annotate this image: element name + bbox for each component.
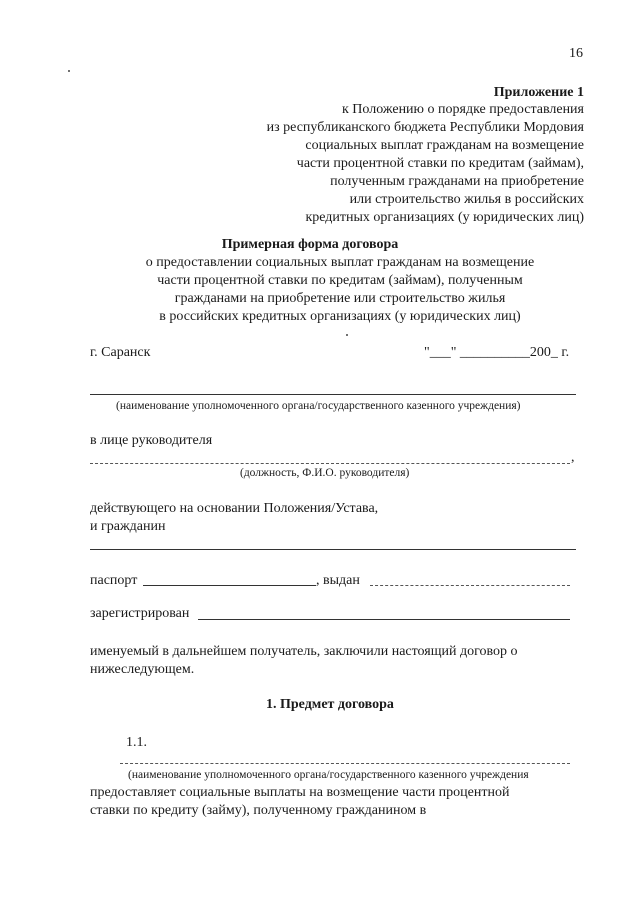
- head-name-caption: (должность, Ф.И.О. руководителя): [240, 467, 410, 479]
- appendix-line-4: части процентной ставки по кредитам (займам),: [296, 156, 584, 171]
- form-title: Примерная форма договора: [221, 237, 399, 252]
- clause-organ-caption: (наименование уполномоченного органа/государственного казенного учреждения: [128, 769, 529, 781]
- form-line-3: гражданами на приобретение или строительство жилья: [174, 291, 506, 306]
- form-line-4: в российских кредитных организациях (у юридических лиц): [159, 309, 521, 324]
- issued-label: , выдан: [316, 573, 360, 588]
- appendix-line-2: из республиканского бюджета Республики Мордовия: [266, 120, 584, 135]
- form-line-2: части процентной ставки по кредитам (займам), полученным: [157, 273, 523, 288]
- section-1-title: 1. Предмет договора: [266, 697, 394, 712]
- appendix-line-5: полученным гражданами на приобретение: [330, 174, 584, 189]
- provides-line-1: предоставляет социальные выплаты на возмещение части процентной: [90, 785, 510, 800]
- in-person-label: в лице руководителя: [90, 433, 213, 448]
- appendix-title: Приложение 1: [493, 85, 584, 100]
- appendix-line-3: социальных выплат гражданам на возмещение: [305, 138, 584, 153]
- organ-name-caption: (наименование уполномоченного органа/государственного казенного учреждения): [116, 400, 521, 412]
- organ-name-field[interactable]: [90, 394, 576, 395]
- form-line-1: о предоставлении социальных выплат гражданам на возмещение: [145, 255, 535, 270]
- scan-dot: [346, 334, 348, 336]
- clause-1-1-number: 1.1.: [126, 735, 147, 750]
- citizen-name-field[interactable]: [90, 549, 576, 550]
- appendix-line-1: к Положению о порядке предоставления: [342, 102, 584, 117]
- contract-date: "___" __________200_ г.: [424, 345, 570, 360]
- appendix-line-6: или строительство жилья в российских: [349, 192, 584, 207]
- acting-basis: действующего на основании Положения/Устава,: [90, 501, 379, 516]
- appendix-line-7: кредитных организациях (у юридических лиц): [305, 210, 584, 225]
- head-comma: ,: [571, 450, 575, 465]
- provides-line-2: ставки по кредиту (займу), полученному гражданином в: [90, 803, 427, 818]
- named-text-line-1: именуемый в дальнейшем получатель, заключили настоящий договор о: [90, 644, 518, 659]
- registered-address-field[interactable]: [198, 619, 570, 620]
- passport-label: паспорт: [90, 573, 138, 588]
- citizen-label: и гражданин: [90, 519, 166, 534]
- city: г. Саранск: [90, 345, 151, 360]
- scan-dot: [68, 70, 70, 72]
- registered-label: зарегистрирован: [90, 606, 190, 621]
- page-number: 16: [569, 46, 583, 61]
- named-text-line-2: нижеследующем.: [90, 662, 195, 677]
- clause-organ-field[interactable]: [120, 763, 570, 764]
- passport-field[interactable]: [143, 585, 316, 586]
- issued-by-field[interactable]: [370, 585, 570, 586]
- head-name-field[interactable]: [90, 463, 570, 464]
